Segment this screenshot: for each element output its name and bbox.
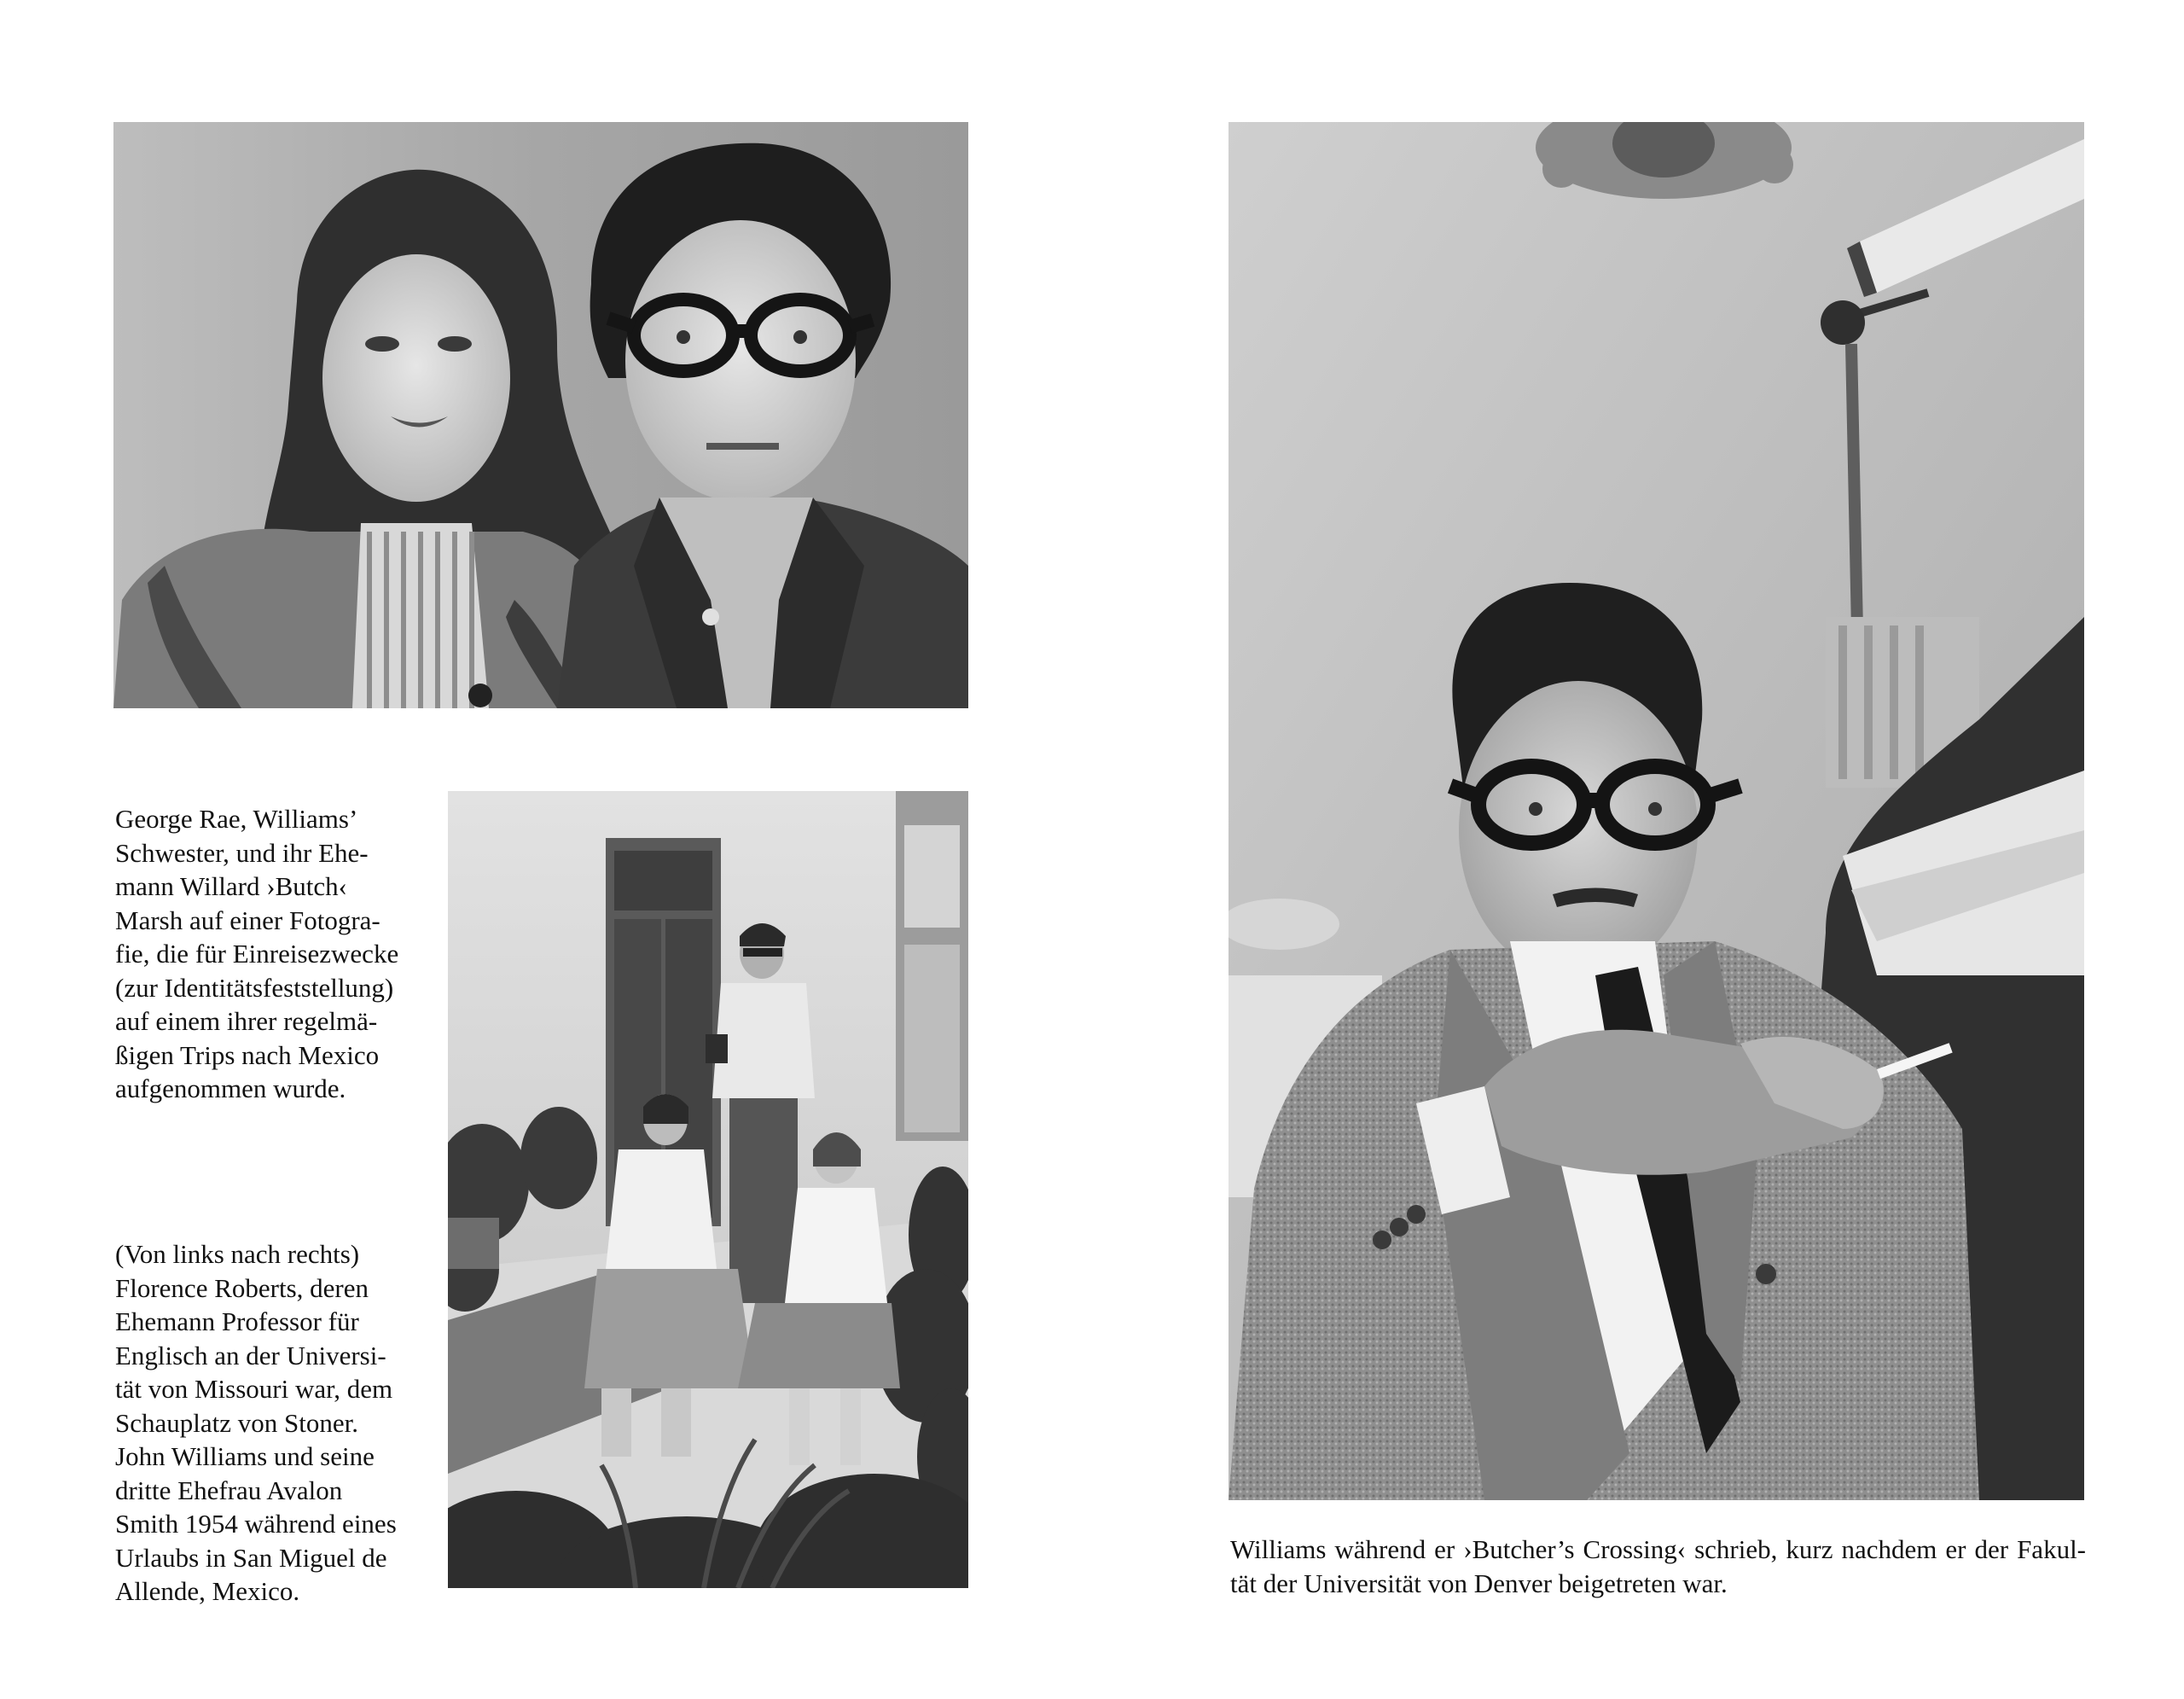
caption-line: ßigen Trips nach Mexico bbox=[115, 1039, 380, 1070]
caption-line: George Rae, Williams’ bbox=[115, 804, 358, 834]
caption-line: (zur Identitätsfeststellung) bbox=[115, 972, 394, 1003]
caption-line: Allende, Mexico. bbox=[115, 1576, 300, 1606]
caption-line: Englisch an der Universi- bbox=[115, 1340, 386, 1370]
caption-line: dritte Ehefrau Avalon bbox=[115, 1475, 343, 1505]
caption-line: Schauplatz von Stoner. bbox=[115, 1407, 358, 1438]
caption-line: Smith 1954 während eines bbox=[115, 1509, 397, 1539]
photo-williams-image bbox=[1228, 122, 2084, 1500]
caption-line: fie, die für Einreisezwecke bbox=[115, 939, 399, 969]
caption-line: (Von links nach rechts) bbox=[115, 1239, 360, 1269]
caption-line: Schwester, und ihr Ehe- bbox=[115, 837, 369, 868]
caption-line: Williams während er ›Butcher’s Crossing‹ schrieb, kurz nachdem er der Fakul- bbox=[1230, 1534, 2086, 1564]
caption-line: Ehemann Professor für bbox=[115, 1306, 359, 1336]
caption-williams bbox=[1230, 1533, 2086, 1600]
caption-line: tät von Missouri war, dem bbox=[115, 1374, 393, 1404]
caption-line: auf einem ihrer regelmä- bbox=[115, 1006, 378, 1036]
photo-courtyard-group bbox=[448, 791, 968, 1588]
caption-line: John Williams und seine bbox=[115, 1441, 375, 1471]
caption-line: tät der Universität von Denver beigetreten war. bbox=[1230, 1568, 1728, 1598]
caption-line: aufgenommen wurde. bbox=[115, 1074, 346, 1103]
caption-line: Florence Roberts, deren bbox=[115, 1272, 369, 1303]
caption-line: mann Willard ›Butch‹ bbox=[115, 871, 347, 901]
caption-couple bbox=[115, 802, 422, 1106]
photo-courtyard-image bbox=[448, 791, 968, 1588]
photo-couple-image bbox=[113, 122, 968, 708]
caption-line: Marsh auf einer Fotogra- bbox=[115, 905, 380, 935]
photo-williams-at-desk bbox=[1228, 122, 2084, 1500]
photo-couple-portrait bbox=[113, 122, 968, 708]
caption-courtyard bbox=[115, 1237, 422, 1609]
caption-line: Urlaubs in San Miguel de bbox=[115, 1542, 387, 1573]
